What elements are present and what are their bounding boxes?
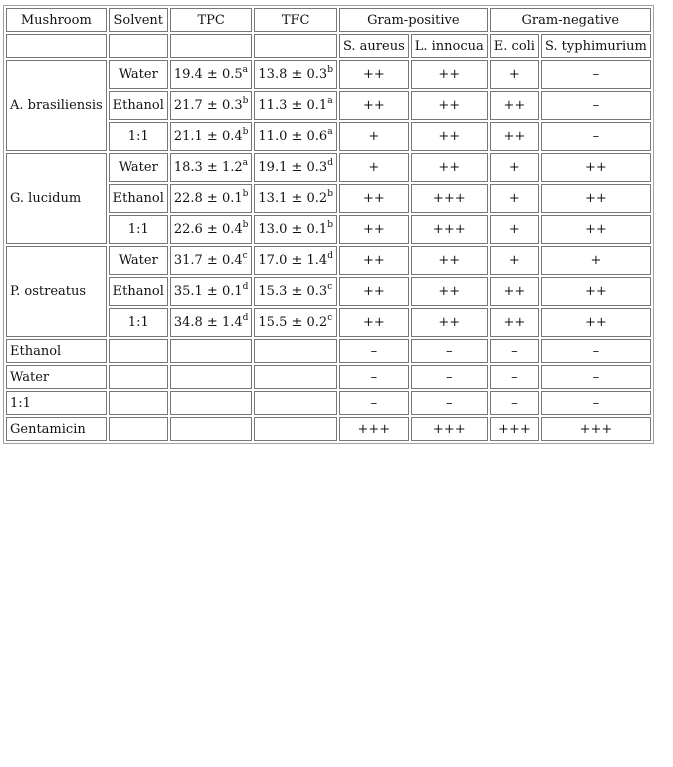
l-innocua-cell: ++ — [411, 91, 488, 120]
l-innocua-cell: – — [411, 365, 488, 389]
header-solvent: Solvent — [109, 8, 168, 32]
l-innocua-cell: +++ — [411, 184, 488, 213]
tfc-cell-value: 13.1 ± 0.2 — [258, 191, 328, 206]
subheader-empty — [170, 34, 253, 58]
tfc-cell — [254, 184, 337, 213]
s-aureus-cell: ++ — [339, 277, 409, 306]
subheader-l-innocua: L. innocua — [411, 34, 488, 58]
tpc-cell-superscript: b — [242, 127, 249, 137]
tfc-cell — [254, 308, 337, 337]
e-coli-cell: ++ — [490, 91, 539, 120]
tfc-cell — [254, 246, 337, 275]
tpc-cell — [170, 184, 253, 213]
tpc-cell — [170, 60, 253, 89]
solvent-cell: 1:1 — [109, 122, 168, 151]
tfc-cell — [254, 153, 337, 182]
tfc-cell-value: 17.0 ± 1.4 — [258, 253, 328, 268]
e-coli-cell: + — [490, 153, 539, 182]
tfc-cell-superscript: a — [327, 96, 333, 106]
empty-cell — [254, 391, 337, 415]
s-aureus-cell: +++ — [339, 417, 409, 441]
l-innocua-cell: +++ — [411, 215, 488, 244]
tfc-cell-superscript: b — [327, 189, 333, 199]
tfc-cell-value: 13.0 ± 0.1 — [258, 222, 328, 237]
tfc-cell — [254, 122, 337, 151]
control-row — [6, 339, 651, 363]
s-aureus-cell: ++ — [339, 184, 409, 213]
e-coli-cell: ++ — [490, 277, 539, 306]
s-typhimurium-cell: – — [541, 339, 651, 363]
mushroom-name: P. ostreatus — [6, 246, 107, 337]
l-innocua-cell: ++ — [411, 153, 488, 182]
subheader-empty — [6, 34, 107, 58]
e-coli-cell: + — [490, 184, 539, 213]
s-typhimurium-cell: – — [541, 91, 651, 120]
tpc-cell-superscript: c — [242, 251, 248, 261]
tpc-cell-value: 21.7 ± 0.3 — [173, 98, 243, 113]
tpc-cell-value: 21.1 ± 0.4 — [173, 129, 243, 144]
tpc-cell-superscript: b — [242, 189, 249, 199]
subheader-row — [6, 34, 651, 58]
control-row — [6, 417, 651, 441]
header-gram-negative: Gram-negative — [490, 8, 651, 32]
s-aureus-cell: ++ — [339, 215, 409, 244]
e-coli-cell: – — [490, 339, 539, 363]
tfc-cell-value: 15.3 ± 0.3 — [258, 284, 328, 299]
tfc-cell-value: 19.1 ± 0.3 — [258, 160, 328, 175]
s-typhimurium-cell: ++ — [541, 277, 651, 306]
subheader-empty — [109, 34, 168, 58]
s-typhimurium-cell: ++ — [541, 308, 651, 337]
s-aureus-cell: + — [339, 153, 409, 182]
s-typhimurium-cell: + — [541, 246, 651, 275]
empty-cell — [170, 391, 253, 415]
empty-cell — [109, 339, 168, 363]
s-aureus-cell: ++ — [339, 308, 409, 337]
e-coli-cell: – — [490, 391, 539, 415]
tfc-cell — [254, 60, 337, 89]
tpc-cell-value: 18.3 ± 1.2 — [173, 160, 243, 175]
e-coli-cell: + — [490, 246, 539, 275]
header-tpc: TPC — [170, 8, 253, 32]
l-innocua-cell: +++ — [411, 417, 488, 441]
solvent-cell: Water — [109, 246, 168, 275]
tfc-cell — [254, 215, 337, 244]
l-innocua-cell: ++ — [411, 277, 488, 306]
tpc-cell-value: 22.8 ± 0.1 — [173, 191, 243, 206]
subheader-e-coli: E. coli — [490, 34, 539, 58]
s-typhimurium-cell: – — [541, 391, 651, 415]
tpc-cell — [170, 215, 253, 244]
subheader-empty — [254, 34, 337, 58]
tpc-cell-superscript: d — [242, 282, 249, 292]
tfc-cell-superscript: a — [327, 127, 333, 137]
solvent-cell: Ethanol — [109, 91, 168, 120]
s-typhimurium-cell: ++ — [541, 184, 651, 213]
tfc-cell-value: 11.3 ± 0.1 — [258, 98, 328, 113]
tfc-cell-superscript: b — [327, 65, 333, 75]
solvent-cell: 1:1 — [109, 308, 168, 337]
tpc-cell — [170, 246, 253, 275]
solvent-cell: Ethanol — [109, 277, 168, 306]
empty-cell — [109, 391, 168, 415]
table-row — [6, 60, 651, 89]
s-typhimurium-cell: ++ — [541, 215, 651, 244]
control-row — [6, 365, 651, 389]
empty-cell — [254, 417, 337, 441]
tfc-cell-superscript: d — [327, 251, 333, 261]
l-innocua-cell: – — [411, 391, 488, 415]
tfc-cell-superscript: d — [327, 158, 333, 168]
tpc-cell-superscript: a — [242, 158, 249, 168]
control-row — [6, 391, 651, 415]
empty-cell — [170, 417, 253, 441]
s-typhimurium-cell: – — [541, 365, 651, 389]
tpc-cell — [170, 308, 253, 337]
control-name: Water — [6, 365, 107, 389]
tfc-cell-superscript: b — [327, 220, 333, 230]
tpc-cell — [170, 277, 253, 306]
empty-cell — [254, 365, 337, 389]
tpc-cell — [170, 91, 253, 120]
subheader-s-typhimurium: S. typhimurium — [541, 34, 651, 58]
table-row — [6, 246, 651, 275]
tpc-cell-value: 22.6 ± 0.4 — [173, 222, 243, 237]
e-coli-cell: +++ — [490, 417, 539, 441]
e-coli-cell: + — [490, 60, 539, 89]
empty-cell — [170, 339, 253, 363]
solvent-cell: Water — [109, 153, 168, 182]
s-typhimurium-cell: – — [541, 60, 651, 89]
e-coli-cell: ++ — [490, 122, 539, 151]
tpc-cell-value: 31.7 ± 0.4 — [173, 253, 243, 268]
tpc-cell-value: 35.1 ± 0.1 — [173, 284, 243, 299]
s-aureus-cell: – — [339, 365, 409, 389]
tpc-cell — [170, 153, 253, 182]
header-mushroom: Mushroom — [6, 8, 107, 32]
s-aureus-cell: – — [339, 339, 409, 363]
solvent-cell: Water — [109, 60, 168, 89]
s-aureus-cell: – — [339, 391, 409, 415]
s-aureus-cell: + — [339, 122, 409, 151]
s-typhimurium-cell: +++ — [541, 417, 651, 441]
tpc-cell-value: 34.8 ± 1.4 — [173, 315, 243, 330]
control-name: 1:1 — [6, 391, 107, 415]
l-innocua-cell: – — [411, 339, 488, 363]
tpc-cell-superscript: a — [242, 65, 249, 75]
l-innocua-cell: ++ — [411, 60, 488, 89]
tpc-cell-value: 19.4 ± 0.5 — [173, 67, 243, 82]
tpc-cell-superscript: b — [242, 220, 249, 230]
mushroom-name: G. lucidum — [6, 153, 107, 244]
solvent-cell: Ethanol — [109, 184, 168, 213]
control-name: Ethanol — [6, 339, 107, 363]
subheader-s-aureus: S. aureus — [339, 34, 409, 58]
tfc-cell-value: 13.8 ± 0.3 — [258, 67, 328, 82]
tfc-cell-superscript: c — [327, 313, 333, 323]
e-coli-cell: – — [490, 365, 539, 389]
s-aureus-cell: ++ — [339, 60, 409, 89]
s-typhimurium-cell: ++ — [541, 153, 651, 182]
tfc-cell-value: 11.0 ± 0.6 — [258, 129, 328, 144]
tfc-cell-value: 15.5 ± 0.2 — [258, 315, 328, 330]
s-aureus-cell: ++ — [339, 91, 409, 120]
table-container — [3, 5, 654, 444]
tpc-cell-superscript: b — [242, 96, 249, 106]
tfc-cell — [254, 277, 337, 306]
empty-cell — [109, 417, 168, 441]
header-row — [6, 8, 651, 32]
header-tfc: TFC — [254, 8, 337, 32]
table-row — [6, 153, 651, 182]
l-innocua-cell: ++ — [411, 246, 488, 275]
e-coli-cell: + — [490, 215, 539, 244]
empty-cell — [170, 365, 253, 389]
mushroom-name: A. brasiliensis — [6, 60, 107, 151]
l-innocua-cell: ++ — [411, 308, 488, 337]
solvent-cell: 1:1 — [109, 215, 168, 244]
tfc-cell — [254, 91, 337, 120]
l-innocua-cell: ++ — [411, 122, 488, 151]
s-typhimurium-cell: – — [541, 122, 651, 151]
control-name: Gentamicin — [6, 417, 107, 441]
s-aureus-cell: ++ — [339, 246, 409, 275]
e-coli-cell: ++ — [490, 308, 539, 337]
results-table — [3, 5, 654, 444]
header-gram-positive: Gram-positive — [339, 8, 488, 32]
tpc-cell-superscript: d — [242, 313, 249, 323]
empty-cell — [109, 365, 168, 389]
tfc-cell-superscript: c — [327, 282, 333, 292]
empty-cell — [254, 339, 337, 363]
tpc-cell — [170, 122, 253, 151]
